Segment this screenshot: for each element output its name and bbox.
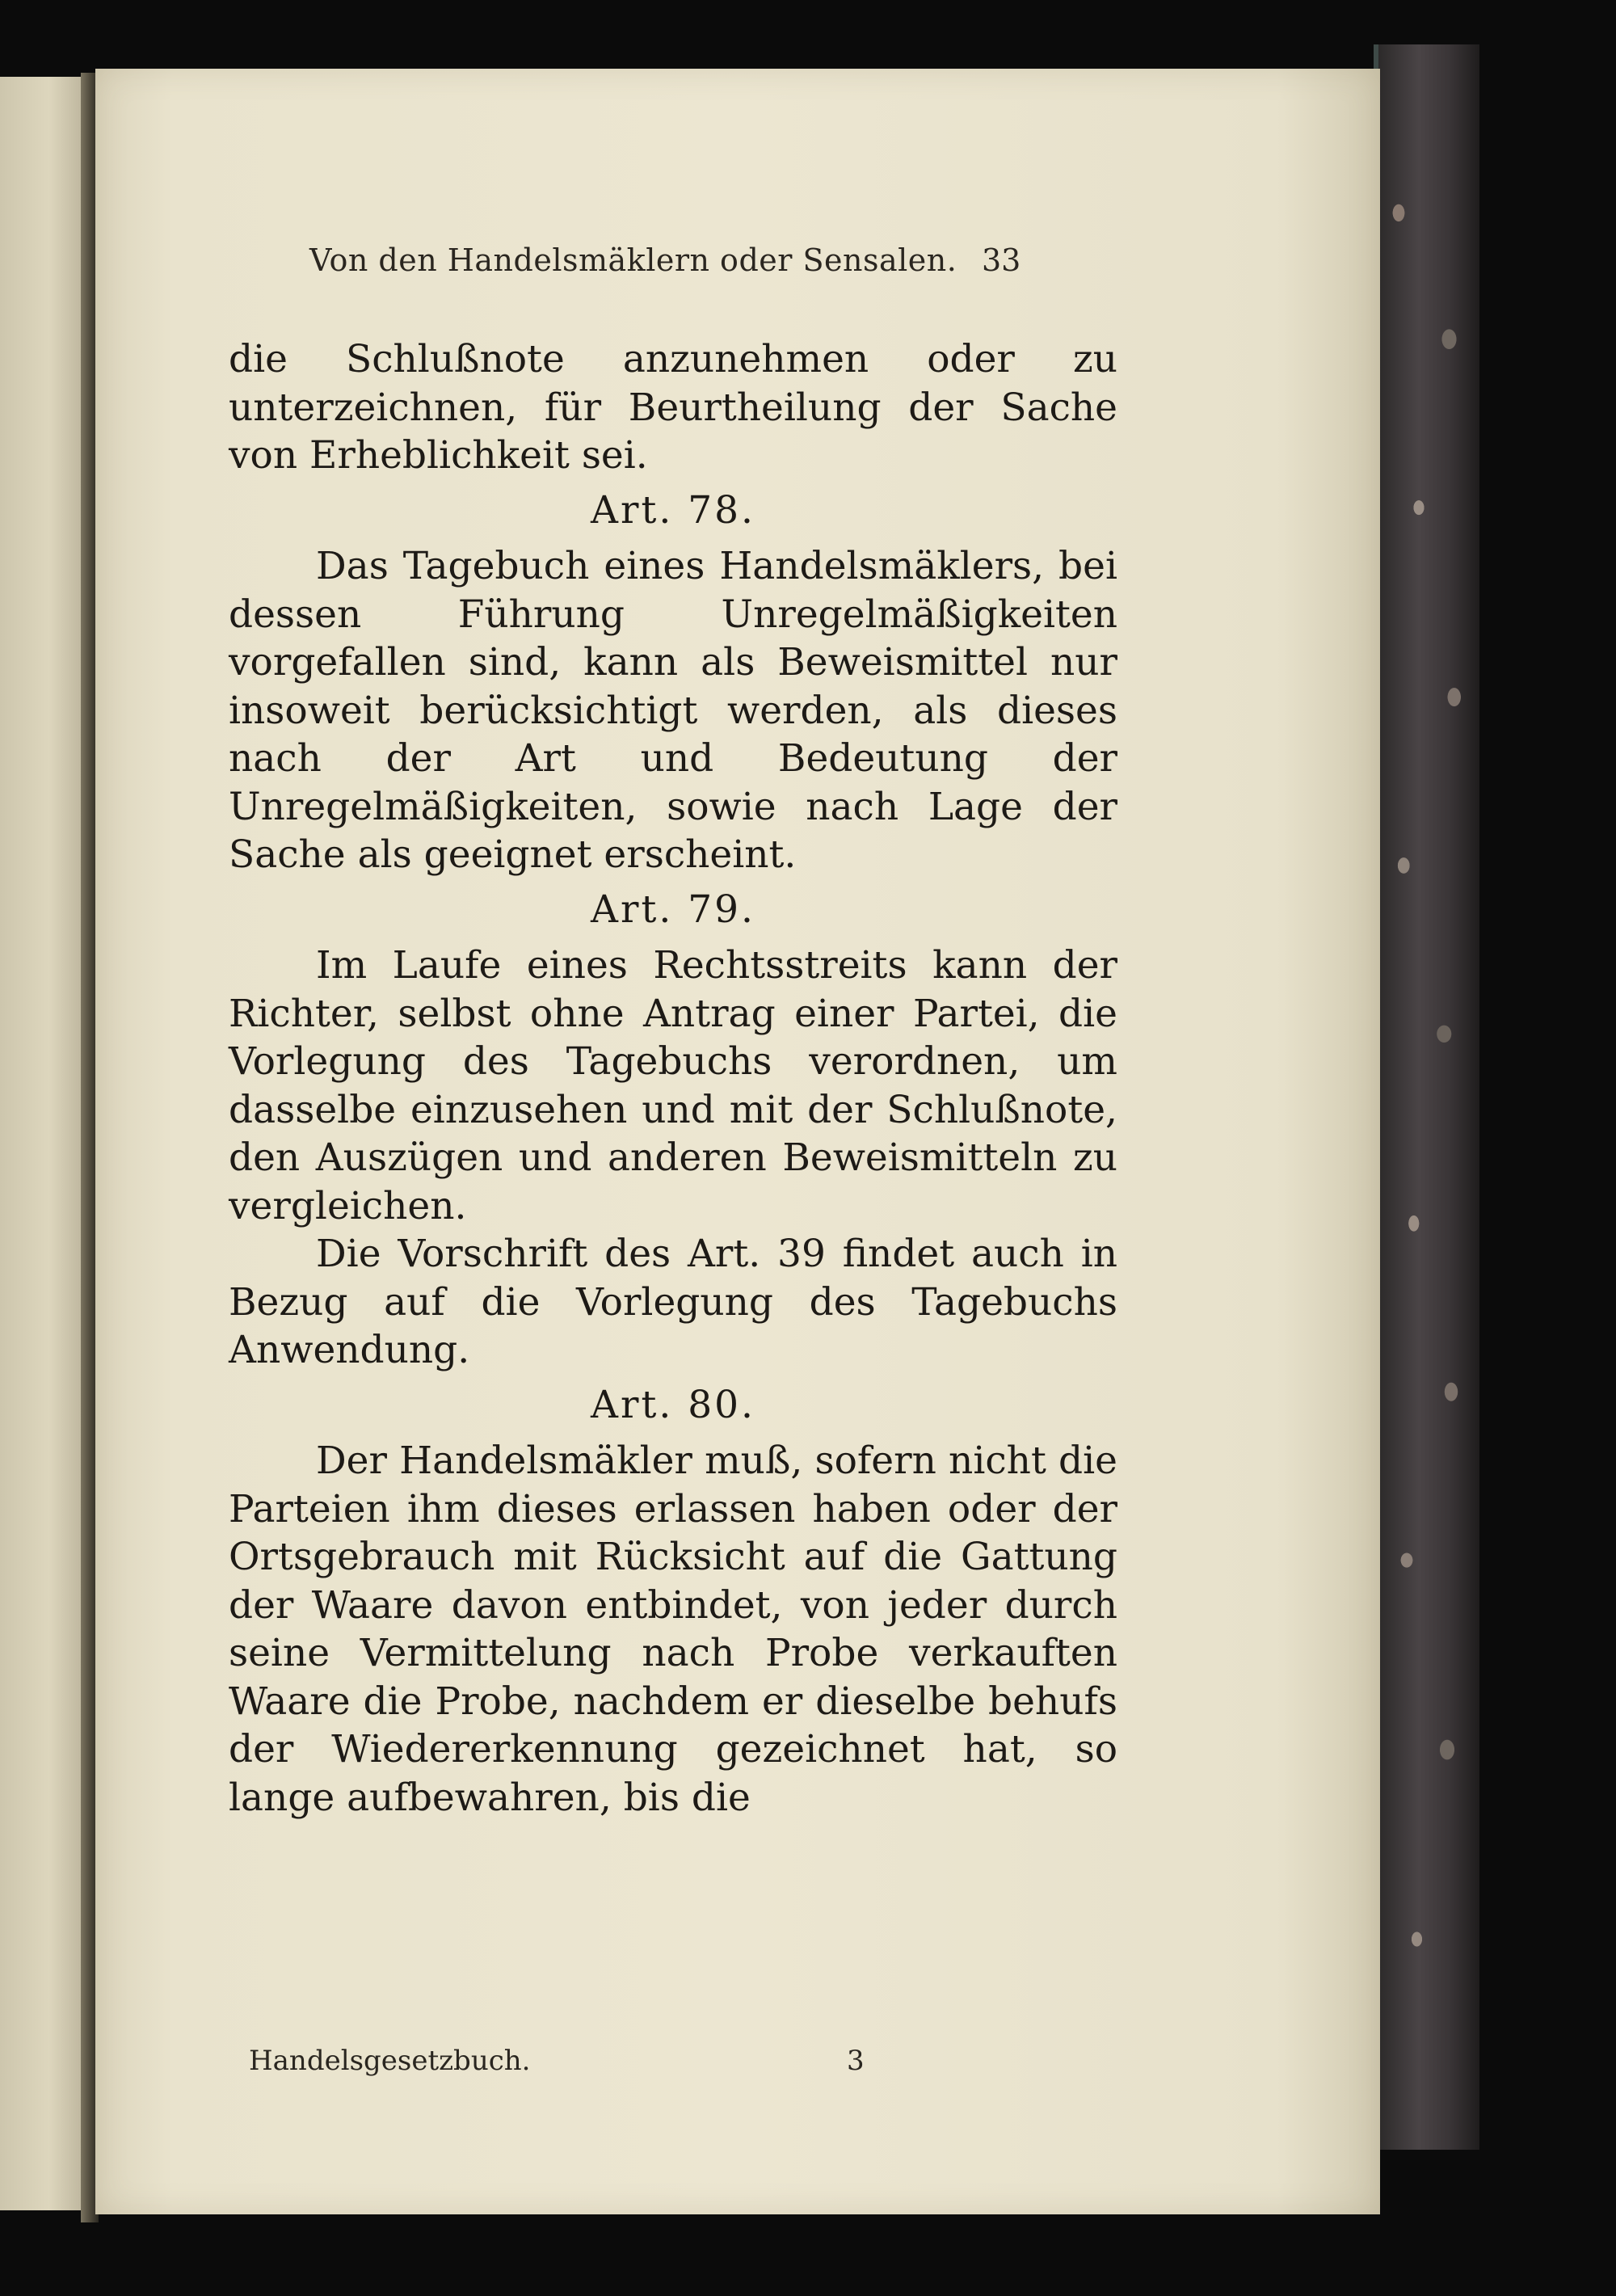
paragraph-article-79-second: Die Vorschrift des Art. 39 findet auch in Bezug auf die Vorlegung des Tagebuchs Anwendung. bbox=[229, 1232, 1117, 1372]
running-head: Von den Handelsmäklern oder Sensalen. bbox=[309, 242, 957, 278]
paragraph-article-78: Das Tagebuch eines Handelsmäklers, bei dessen Führung Unregelmäßigkeiten vorgefallen sind, kann als Beweismittel nur insoweit berücksichtigt werden, als dieses nach der Art und Bedeutung der Unregelmäßigkeiten, sowie nach Lage der Sache als geeignet erscheint. bbox=[229, 544, 1117, 877]
facing-page-edge bbox=[0, 77, 89, 2210]
paragraph-continuation: die Schlußnote anzunehmen oder zu unterzeichnen, für Beurtheilung der Sache von Erheblichkeit sei. bbox=[229, 337, 1117, 478]
page-body bbox=[229, 335, 1117, 1822]
signature-mark: 3 bbox=[847, 2045, 865, 2077]
marbled-book-edge bbox=[1374, 44, 1479, 2150]
page-number: 33 bbox=[982, 242, 1021, 278]
article-heading-80: Art. 80. bbox=[591, 1382, 755, 1427]
book-page bbox=[95, 69, 1380, 2214]
article-heading-78: Art. 78. bbox=[591, 487, 755, 533]
article-heading-79: Art. 79. bbox=[591, 887, 755, 932]
paragraph-article-80: Der Handelsmäkler muß, sofern nicht die Parteien ihm dieses erlassen haben oder der Ortsgebrauch mit Rücksicht auf die Gattung der Waare davon entbindet, von jeder durch seine Vermittelung nach Probe verkauften Waare die Probe, nachdem er dieselbe behufs der Wiedererkennung gezeichnet hat, so lange aufbewahren, bis die bbox=[229, 1439, 1117, 1820]
paragraph-article-79: Im Laufe eines Rechtsstreits kann der Richter, selbst ohne Antrag einer Partei, die Vorlegung des Tagebuchs verordnen, um dasselbe einzusehen und mit der Schlußnote, den Auszügen und anderen Beweismitteln zu vergleichen. bbox=[229, 943, 1117, 1228]
footer-title: Handelsgesetzbuch. bbox=[249, 2045, 531, 2077]
